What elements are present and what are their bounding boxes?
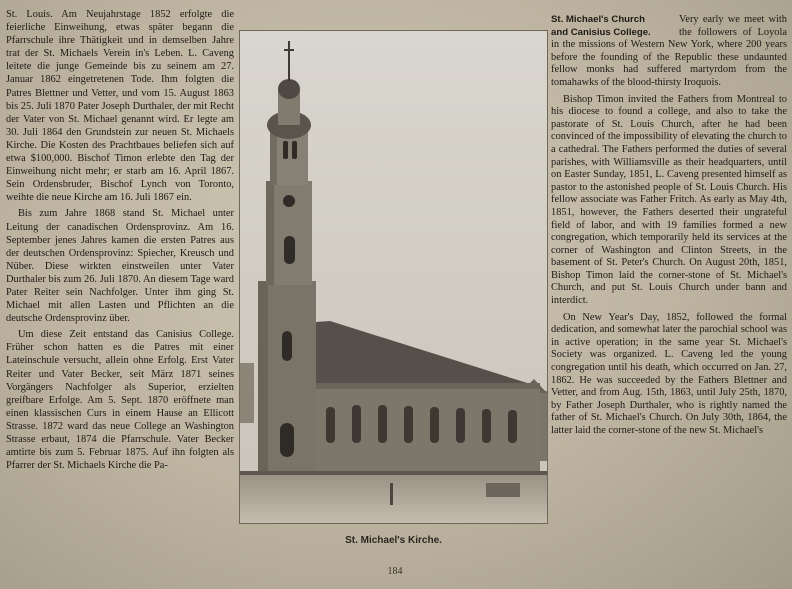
- paragraph-text: Very early we meet with the followers of Loyola in the missions of Western New York, where 200 years before the founding of the Republic these undaunted fellow monks had suffered martyrdom from the tomahawks of the blood-thirsty Iroquois.: [551, 14, 787, 88]
- paragraph: St. Louis. Am Neujahrstage 1852 erfolgte die feierliche Einweihung, etwas später begann die Pfarrschule ihre Thätigkeit und in demselben Jahre trat der St. Michaels Verein in's Leben. L. Caveng leitete die junge Gemeinde bis zu seinem am 27. Januar 1862 eingetretenen Tode. Ihm folgten die Patres Blettner und Vetter, und vom 15. August 1863 bis 25. Juli 1870 Pater Joseph Durthaler, der mit Recht der Vater von St. Michael genannt wird. Er legte am 30. Juli 1864 den Grundstein zur neuen St. Michaels Kirche. Die Kosten des Prachtbaues beliefen sich auf etwa $100,000. Bischof Timon erlebte den Tag der Einweihung nicht mehr; er starb am 16. April 1867. Sein Ordensbruder, Bischof Lynch von Toronto, weihte die neue Kirche am 16. Juli 1867 ein.: [6, 9, 234, 204]
- paragraph: Um diese Zeit entstand das Canisius College. Früher schon hatten es die Patres mit einer Lateinschule versucht, allein ohne Erfolg. Erst Vater Reiter und Vater Becker, seit März 1871 seines Vorgängers Nachfolger als Superior, erzielten greifbare Erfolge. Am 5. Sept. 1870 eröffnete man einen klassischen Curs in einem Hause an Ellicott Strasse. 1872 ward das neue College an Washington Strasse erbaut, 1874 die Pfarrschule. Vater Becker amtirte bis zum 5. Februar 1875. Auf ihn folgten als Pfarrer der St. Michaels Kirche die Pa-: [6, 329, 234, 472]
- church-photograph: [239, 30, 548, 524]
- paragraph: On New Year's Day, 1852, followed the formal dedication, and somewhat later the parochial school was in active operation; in the same year St. Michael's Society was organized. L. Caveng led the young congregation until his death, which occurred on Jan. 27, 1862. He was succeeded by the Fathers Blettner and Vetter, and from Aug. 15th, 1863, until July 25th, 1870, by Father Joseph Durthaler, who is rightly named the father of St. Michael's Church. On July 30th, 1864, the latter laid the corner-stone of the new St. Michael's: [551, 311, 787, 436]
- side-heading: [551, 14, 675, 39]
- english-text-column: [551, 14, 787, 442]
- german-text-column: [6, 8, 234, 475]
- paragraph: [551, 14, 787, 90]
- side-heading-line-1: St. Michael's Church: [551, 14, 645, 25]
- page-number: 184: [387, 566, 403, 577]
- paragraph: Bis zum Jahre 1868 stand St. Michael unter Leitung der canadischen Ordensprovinz. Am 16. September jenes Jahres kamen die ersten Patres aus der deutschen Ordensprovinz: Spiecher, Kreusch und Nüber. Diese wirkten einstweilen unter Vater Durthaler bis zum 26. Juli 1870. An diesem Tage ward Pater Reiter sein Nachfolger. Unter ihm ging St. Michael mit allen Lasten und Pflichten an die deutsche Ordensprovinz über.: [6, 208, 234, 325]
- church-illustration: [240, 31, 547, 523]
- side-heading-line-2: and Canisius College.: [551, 26, 651, 38]
- figure-caption: St. Michael's Kirche.: [345, 535, 442, 546]
- paragraph: Bishop Timon invited the Fathers from Montreal to his diocese to found a college, and also to take the pastorate of St. Louis Church, after he had been convinced of the impossibility of elevating the church to a cathedral. The Fathers performed the duties of several parishes, with Williamsville as their headquarters, until on Easter Sunday, 1851, L. Caveng presented himself as pastor to the astonished people of St. Louis Church. His fellow associate was Father Fritch. As early as May 4th, 1851, however, the Fathers deserted their ungrateful field of labor, and with 19 families formed a new congregation, which temporarily held its services at the corner of Washington and Clinton Streets, in the basement of St. Peter's Church. On August 20th, 1851, Bishop Timon laid the corner-stone of St. Michael's Church, and put St. Louis Church under bann and interdict.: [551, 93, 787, 307]
